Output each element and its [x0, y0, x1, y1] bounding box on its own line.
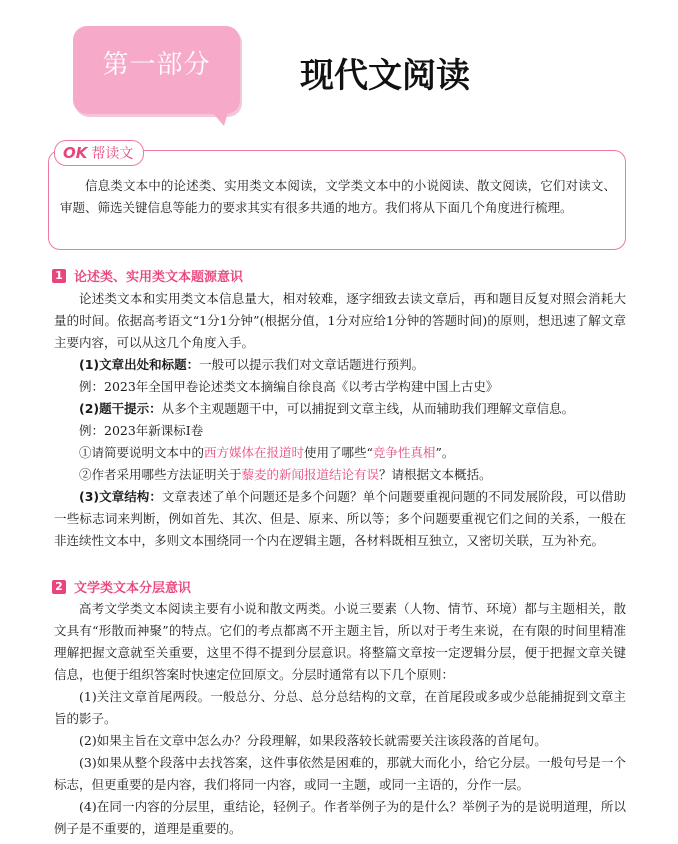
section-1-item-3: [54, 486, 626, 552]
ok-tag-label: 帮读文: [91, 146, 134, 162]
section-number-badge: 1: [52, 269, 66, 283]
section-number-badge: 2: [52, 580, 66, 594]
section-2-title: 文学类文本分层意识: [74, 581, 192, 596]
section-1-example-2: 例：2023年新课标Ⅰ卷: [79, 423, 204, 438]
page-title: 现代文阅读: [300, 56, 470, 96]
question-1: [54, 442, 626, 464]
q2-part-b: ？请根据文本概括。: [379, 467, 492, 482]
part-badge: [73, 26, 240, 114]
principle-4: (4)在同一内容的分层里，重结论，轻例子。作者举例子为的是什么？举例子为的是说明道理，所以例子是不重要的，道理是重要的。: [54, 799, 626, 836]
principle-1: (1)关注文章首尾两段。一般总分、分总、总分总结构的文章，在首尾段或多或少总能捕捉到文章主旨的影子。: [54, 689, 626, 726]
section-2-heading: [52, 577, 191, 596]
section-1-intro: 论述类文本和实用类文本信息量大，相对较难，逐字细致去读文章后，再和题目反复对照会消耗大量的时间。依据高考语文“1分1分钟”(根据分值，1分对应给1分钟的答题时间)的原则，想迅速了解文章主要内容，可以从这几个角度入手。: [54, 291, 626, 350]
q1-highlight-1: 西方媒体在报道时: [204, 445, 305, 460]
ok-tag: [54, 140, 144, 166]
item-1-label: (1)文章出处和标题：: [79, 357, 200, 372]
q2-part-a: ②作者采用哪些方法证明关于: [79, 467, 242, 482]
section-1-item-2: [54, 398, 626, 420]
section-1-title: 论述类、实用类文本题源意识: [74, 270, 244, 285]
principle-2: (2)如果主旨在文章中怎么办？分段理解，如果段落较长就需要关注该段落的首尾句。: [79, 733, 547, 748]
q1-part-a: ①请简要说明文本中的: [79, 445, 205, 460]
item-3-text: 文章表述了单个问题还是多个问题？单个问题要重视问题的不同发展阶段，可以借助一些标志词来判断，例如首先、其次、但是、原来、所以等；多个问题要重视它们之间的关系，一般在非连续性文本中，多则文本围绕同一个内在逻辑主题，各材料既相互独立，又密切关联，互为补充。: [54, 489, 626, 548]
section-1-example-1: 例：2023年全国甲卷论述类文本摘编自徐良高《以考古学构建中国上古史》: [79, 379, 499, 394]
item-2-label: (2)题干提示：: [79, 401, 162, 416]
item-2-text: 从多个主观题题干中，可以捕捉到文章主线，从而辅助我们理解文章信息。: [161, 401, 575, 416]
principle-3: (3)如果从整个段落中去找答案，这件事依然是困难的，那就大而化小，给它分层。一般句号是一个标志，但更重要的是内容，我们将同一内容，或同一主题，或同一主语的，分作一层。: [54, 755, 626, 792]
item-3-label: (3)文章结构：: [79, 489, 162, 504]
ok-box-text: 信息类文本中的论述类、实用类文本阅读，文学类文本中的小说阅读、散文阅读，它们对读文、审题、筛选关键信息等能力的要求其实有很多共通的地方。我们将从下面几个角度进行梳理。: [60, 178, 616, 215]
badge-tail: [212, 112, 228, 126]
q2-highlight: 藜麦的新闻报道结论有误: [241, 467, 380, 482]
part-label: 第一部分: [102, 50, 211, 80]
item-1-text: 一般可以提示我们对文章话题进行预判。: [199, 357, 425, 372]
q1-part-b: 使用了哪些“: [304, 445, 373, 460]
q1-part-c: ”。: [435, 445, 455, 460]
section-2-intro: 高考文学类文本阅读主要有小说和散文两类。小说三要素（人物、情节、环境）都与主题相关，散文具有“形散而神聚”的特点。它们的考点都离不开主题主旨，所以对于考生来说，在有限的时间里精准理解把握文意就至关重要，这里不得不提到分层意识。将整篇文章按一定逻辑分层，便于把握文章关键信息，也便于组织答案时快速定位回原文。分层时通常有以下几个原则：: [54, 601, 626, 682]
ok-logo-icon: OK: [63, 144, 88, 162]
section-1-heading: [52, 266, 243, 285]
question-2: [54, 464, 626, 486]
q1-highlight-2: 竞争性真相: [372, 445, 436, 460]
section-1-item-1: [54, 354, 626, 376]
